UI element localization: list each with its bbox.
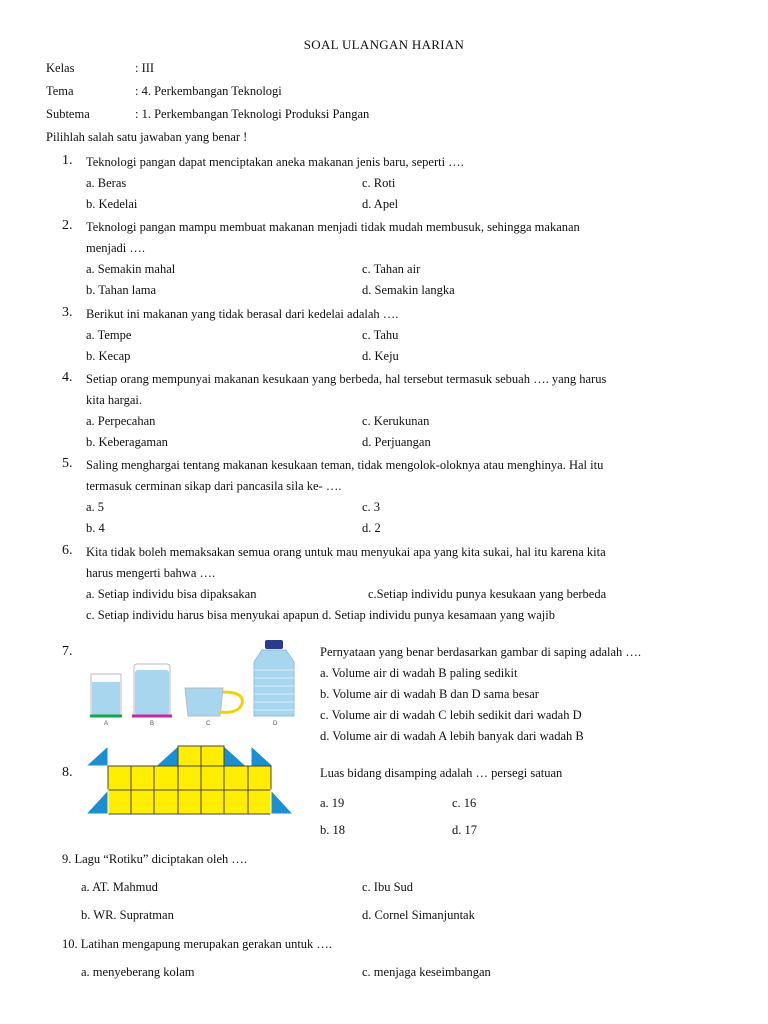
- container-label-b: B: [150, 721, 155, 727]
- option-d: d. Apel: [362, 197, 399, 211]
- option-a: a. Setiap individu bisa dipaksakan: [86, 587, 257, 601]
- question-text: 10. Latihan mengapung merupakan gerakan untuk ….: [62, 937, 333, 951]
- question-text: 9. Lagu “Rotiku” diciptakan oleh ….: [62, 852, 248, 866]
- option-d: d. Volume air di wadah A lebih banyak dari wadah B: [320, 729, 584, 743]
- meta-label-subtema: Subtema: [46, 107, 90, 121]
- option-c: c. menjaga keseimbangan: [362, 965, 491, 979]
- option-b: b. Kedelai: [86, 197, 138, 211]
- question-number: 1.: [62, 153, 73, 168]
- option-a: a. Tempe: [86, 328, 132, 342]
- meta-value-subtema: : 1. Perkembangan Teknologi Produksi Pangan: [135, 107, 370, 121]
- option-d: d. Semakin langka: [362, 283, 455, 297]
- question-number: 7.: [62, 644, 73, 659]
- question-text: Luas bidang disamping adalah … persegi satuan: [320, 766, 563, 780]
- option-d: d. 17: [452, 823, 477, 837]
- option-c: c. Ibu Sud: [362, 880, 414, 894]
- option-a: a. 19: [320, 796, 345, 810]
- meta-label-kelas: Kelas: [46, 61, 75, 75]
- meta-value-kelas: : III: [135, 61, 155, 75]
- question-number: 8.: [62, 765, 73, 780]
- option-a: a. menyeberang kolam: [81, 965, 195, 979]
- option-c: c. 16: [452, 796, 477, 810]
- option-c: c. Roti: [362, 176, 396, 190]
- question-number: 2.: [62, 218, 73, 233]
- question-number: 3.: [62, 305, 73, 320]
- container-label-c: C: [206, 721, 211, 727]
- option-c: c. Kerukunan: [362, 414, 430, 428]
- question-text: Teknologi pangan dapat menciptakan aneka makanan jenis baru, seperti ….: [86, 155, 464, 169]
- option-b: b. Tahan lama: [86, 283, 157, 297]
- option-a: a. Volume air di wadah B paling sedikit: [320, 666, 518, 680]
- option-b: b. Volume air di wadah B dan D sama besar: [320, 687, 539, 701]
- option-d: d. Cornel Simanjuntak: [362, 908, 475, 922]
- option-a: a. 5: [86, 500, 105, 514]
- question-text: Saling menghargai tentang makanan kesukaan teman, tidak mengolok-oloknya atau menghinya. Hal itu: [86, 458, 604, 472]
- option-d: d. Perjuangan: [362, 435, 431, 449]
- option-b: b. WR. Supratman: [81, 908, 174, 922]
- option-a: a. Perpecahan: [86, 414, 156, 428]
- option-c: c. Tahan air: [362, 262, 421, 276]
- option-a: a. Semakin mahal: [86, 262, 176, 276]
- area-figure: [84, 744, 298, 818]
- option-b: b. 4: [86, 521, 105, 535]
- question-text: Kita tidak boleh memaksakan semua orang untuk mau menyukai apa yang kita sukai, hal itu karena kita: [86, 545, 606, 559]
- containers-figure: [84, 636, 304, 728]
- question-number: 6.: [62, 543, 73, 558]
- page-title: SOAL ULANGAN HARIAN: [303, 37, 465, 52]
- option-b-d: c. Setiap individu harus bisa menyukai apapun d. Setiap individu punya kesamaan yang wajib: [86, 608, 555, 622]
- option-d: d. 2: [362, 521, 381, 535]
- question-text: Teknologi pangan mampu membuat makanan menjadi tidak mudah membusuk, sehingga makanan: [86, 220, 580, 234]
- question-text: Berikut ini makanan yang tidak berasal dari kedelai adalah ….: [86, 307, 399, 321]
- question-text-cont: termasuk cerminan sikap dari pancasila sila ke- ….: [86, 479, 342, 493]
- container-label-a: A: [104, 721, 109, 727]
- question-text-cont: harus mengerti bahwa ….: [86, 566, 216, 580]
- container-label-d: D: [273, 721, 278, 727]
- meta-value-tema: : 4. Perkembangan Teknologi: [135, 84, 282, 98]
- meta-label-tema: Tema: [46, 84, 74, 98]
- option-c: c. 3: [362, 500, 381, 514]
- question-text-cont: menjadi ….: [86, 241, 146, 255]
- option-a: a. AT. Mahmud: [81, 880, 158, 894]
- option-c: c.Setiap individu punya kesukaan yang berbeda: [368, 587, 607, 601]
- question-number: 5.: [62, 456, 73, 471]
- question-text: Pernyataan yang benar berdasarkan gambar di saping adalah ….: [320, 645, 642, 659]
- option-c: c. Tahu: [362, 328, 399, 342]
- question-text-cont: kita hargai.: [86, 393, 142, 407]
- option-c: c. Volume air di wadah C lebih sedikit dari wadah D: [320, 708, 582, 722]
- option-b: b. Kecap: [86, 349, 131, 363]
- question-number: 4.: [62, 370, 73, 385]
- instruction: Pilihlah salah satu jawaban yang benar !: [46, 130, 248, 144]
- option-b: b. Keberagaman: [86, 435, 168, 449]
- option-b: b. 18: [320, 823, 345, 837]
- question-text: Setiap orang mempunyai makanan kesukaan yang berbeda, hal tersebut termasuk sebuah …. yang harus: [86, 372, 607, 386]
- option-a: a. Beras: [86, 176, 127, 190]
- option-d: d. Keju: [362, 349, 399, 363]
